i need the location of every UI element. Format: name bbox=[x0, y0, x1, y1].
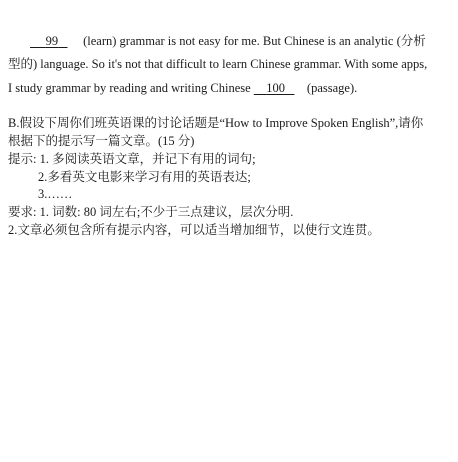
hints-label: 提示: bbox=[8, 152, 37, 166]
hint-1-row bbox=[8, 151, 256, 167]
passage-text: 型的) language. So it's not that difficult to learn Chinese grammar. With some apps, bbox=[8, 57, 428, 71]
requirements-label: 要求: bbox=[8, 205, 37, 219]
blank-99: 99 bbox=[45, 34, 59, 48]
blank-100: 100 bbox=[266, 81, 286, 95]
passage-text: (passage). bbox=[306, 81, 358, 95]
hint-item: 1. 多阅读英语文章，并记下有用的词句; bbox=[39, 152, 256, 166]
passage-line-1 bbox=[30, 33, 426, 49]
requirement-item: 2.文章必须包含所有提示内容，可以适当增加细节，以使行文连贯。 bbox=[8, 223, 380, 237]
requirement-item: 1. 词数: 80 词左右;不少于三点建议，层次分明. bbox=[39, 205, 294, 219]
passage-text: (learn) grammar is not easy for me. But Chinese is an analytic (分析 bbox=[83, 34, 426, 48]
task-intro-line-1: B.假设下周你们班英语课的讨论话题是“How to Improve Spoken English”,请你 bbox=[8, 116, 424, 130]
hint-item: 3.…… bbox=[38, 187, 73, 201]
task-intro-line-2: 根据下的提示写一篇文章。(15 分) bbox=[8, 134, 195, 148]
requirement-1-row bbox=[8, 204, 293, 220]
passage-text: I study grammar by reading and writing Chinese bbox=[8, 81, 251, 95]
passage-line-3 bbox=[8, 80, 357, 96]
hint-item: 2.多看英文电影来学习有用的英语表达; bbox=[38, 170, 251, 184]
passage-line-2 bbox=[8, 56, 427, 72]
